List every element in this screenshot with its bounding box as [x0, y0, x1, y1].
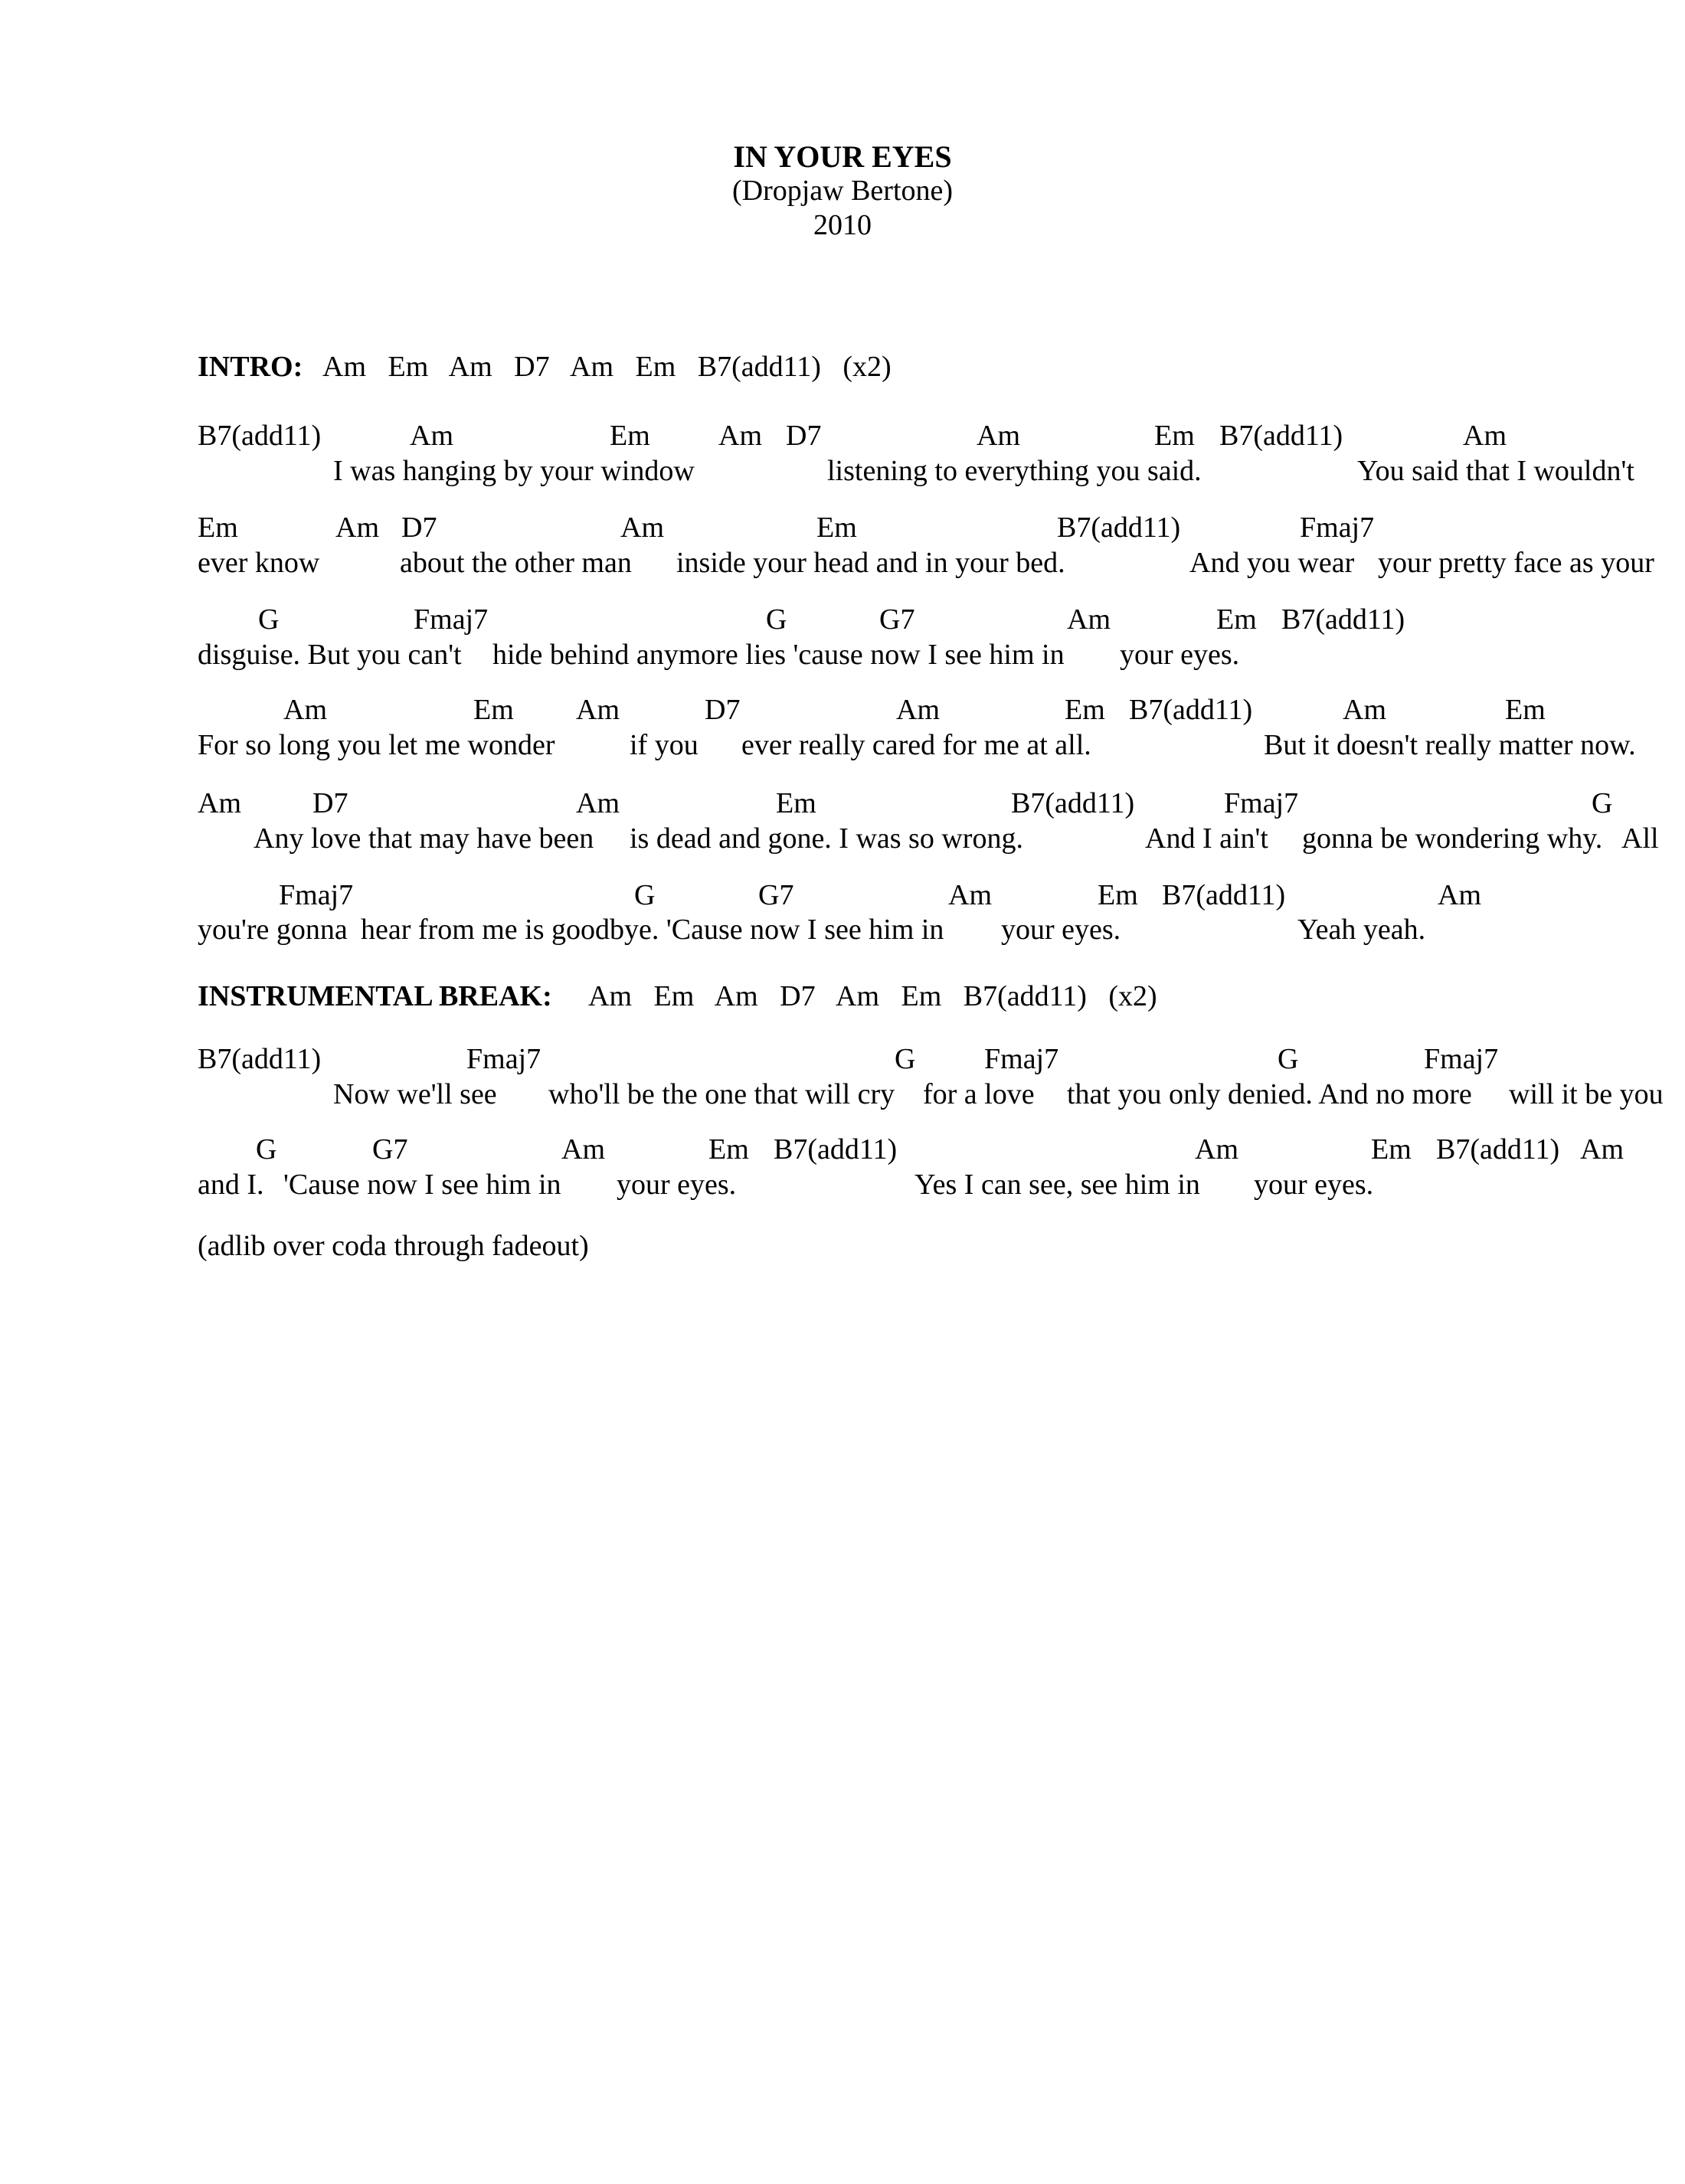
chord: Fmaj7 [466, 1043, 541, 1075]
chord: B7(add11) [1162, 879, 1286, 911]
instrumental-label: INSTRUMENTAL BREAK: [198, 980, 552, 1012]
chord: Am [561, 1133, 605, 1166]
song-year: 2010 [813, 209, 872, 241]
chord: G [634, 879, 656, 911]
lyric: and I. [198, 1169, 264, 1201]
lyric: 'Cause now I see him in [283, 1169, 561, 1201]
chord: D7 [401, 512, 437, 544]
chord: Em [1065, 694, 1105, 726]
chord: D7 [705, 694, 741, 726]
chord: Am [1438, 879, 1481, 911]
song-artist: (Dropjaw Bertone) [731, 175, 954, 207]
chord: Am [198, 787, 241, 819]
chord: Em [610, 420, 650, 452]
lyric: for a love [923, 1078, 1035, 1110]
lyric: ever know [198, 547, 320, 579]
lyric: your eyes. [1001, 914, 1121, 946]
chord: B7(add11) [1436, 1133, 1560, 1166]
lyric: You said that I wouldn't [1357, 455, 1634, 487]
chord: Em [708, 1133, 749, 1166]
chord: Fmaj7 [1224, 787, 1299, 819]
lyric: And you wear [1189, 547, 1355, 579]
chord: B7(add11) [774, 1133, 898, 1166]
lyric: your eyes. [1120, 639, 1240, 671]
lyric: if you [630, 729, 699, 761]
chord: Em [1098, 879, 1138, 911]
chord: D7 [786, 420, 822, 452]
chord: Em [1371, 1133, 1412, 1166]
chord: G [895, 1043, 916, 1075]
lyric: disguise. But you can't [198, 639, 462, 671]
chord: D7 [312, 787, 348, 819]
chord: Am [1343, 694, 1386, 726]
lyric: hide behind anymore lies 'cause now I see him in [492, 639, 1065, 671]
chord: Fmaj7 [414, 603, 489, 636]
chord: B7(add11) [1281, 603, 1405, 636]
chord: G [1592, 787, 1613, 819]
lyric: your pretty face as your [1378, 547, 1654, 579]
chord: Am [1195, 1133, 1238, 1166]
chord: Am [1580, 1133, 1624, 1166]
lyric: I was hanging by your window [333, 455, 695, 487]
chord: G7 [879, 603, 915, 636]
chord: Am [335, 512, 379, 544]
intro-chords: Am Em Am D7 Am Em B7(add11) (x2) [322, 351, 892, 383]
chord: B7(add11) [198, 1043, 322, 1075]
lyric: that you only denied. And no more [1067, 1078, 1472, 1110]
lyric: listening to everything you said. [827, 455, 1202, 487]
chord: Am [1067, 603, 1111, 636]
chord: G [256, 1133, 277, 1166]
chord: Am [977, 420, 1020, 452]
instrumental-chords: Am Em Am D7 Am Em B7(add11) (x2) [588, 980, 1157, 1012]
chord: Fmaj7 [1424, 1043, 1499, 1075]
song-header [0, 139, 1685, 243]
lyric: Any love that may have been [254, 822, 594, 855]
chord: B7(add11) [1011, 787, 1135, 819]
chord: Am [576, 787, 620, 819]
chord: Fmaj7 [279, 879, 354, 911]
chord: G7 [758, 879, 794, 911]
chord: B7(add11) [1129, 694, 1253, 726]
chord: Am [948, 879, 992, 911]
chord: G [258, 603, 280, 636]
song-title: IN YOUR EYES [733, 139, 952, 174]
lyric: For so long you let me wonder [198, 729, 555, 761]
chord: Em [198, 512, 238, 544]
chord: Fmaj7 [1300, 512, 1375, 544]
chord: Em [1154, 420, 1195, 452]
lyric: And I ain't [1145, 822, 1268, 855]
chord: Am [576, 694, 620, 726]
lyric: inside your head and in your bed. [676, 547, 1065, 579]
lyric: you're gonna [198, 914, 348, 946]
lyric: gonna be wondering why. [1302, 822, 1603, 855]
lyric: your eyes. [617, 1169, 737, 1201]
lyric: about the other man [400, 547, 632, 579]
chord: Am [896, 694, 940, 726]
chord: G7 [372, 1133, 408, 1166]
chord: Fmaj7 [984, 1043, 1059, 1075]
outro-note: (adlib over coda through fadeout) [198, 1230, 589, 1262]
chord: Am [410, 420, 453, 452]
chord: Am [620, 512, 664, 544]
lyric: Now we'll see [333, 1078, 497, 1110]
chord: Am [283, 694, 327, 726]
chord: Am [718, 420, 762, 452]
lyric: Yeah yeah. [1297, 914, 1426, 946]
lyric: All [1621, 822, 1659, 855]
lyric: who'll be the one that will cry [548, 1078, 895, 1110]
chord: B7(add11) [1219, 420, 1343, 452]
lyric: ever really cared for me at all. [741, 729, 1091, 761]
chord: Am [1463, 420, 1507, 452]
chord: Em [1216, 603, 1257, 636]
lyric: is dead and gone. I was so wrong. [630, 822, 1023, 855]
lyric: will it be you [1509, 1078, 1664, 1110]
lyric: Yes I can see, see him in [914, 1169, 1200, 1201]
chord: Em [816, 512, 857, 544]
chord: G [766, 603, 787, 636]
lyric: hear from me is goodbye. 'Cause now I see him in [361, 914, 944, 946]
chord: B7(add11) [198, 420, 322, 452]
chord: Em [776, 787, 816, 819]
chord: Em [473, 694, 514, 726]
chord: B7(add11) [1057, 512, 1181, 544]
chord: Em [1505, 694, 1546, 726]
lyric: But it doesn't really matter now. [1264, 729, 1636, 761]
lyric: your eyes. [1254, 1169, 1374, 1201]
intro-label: INTRO: [198, 351, 303, 383]
chord: G [1278, 1043, 1299, 1075]
